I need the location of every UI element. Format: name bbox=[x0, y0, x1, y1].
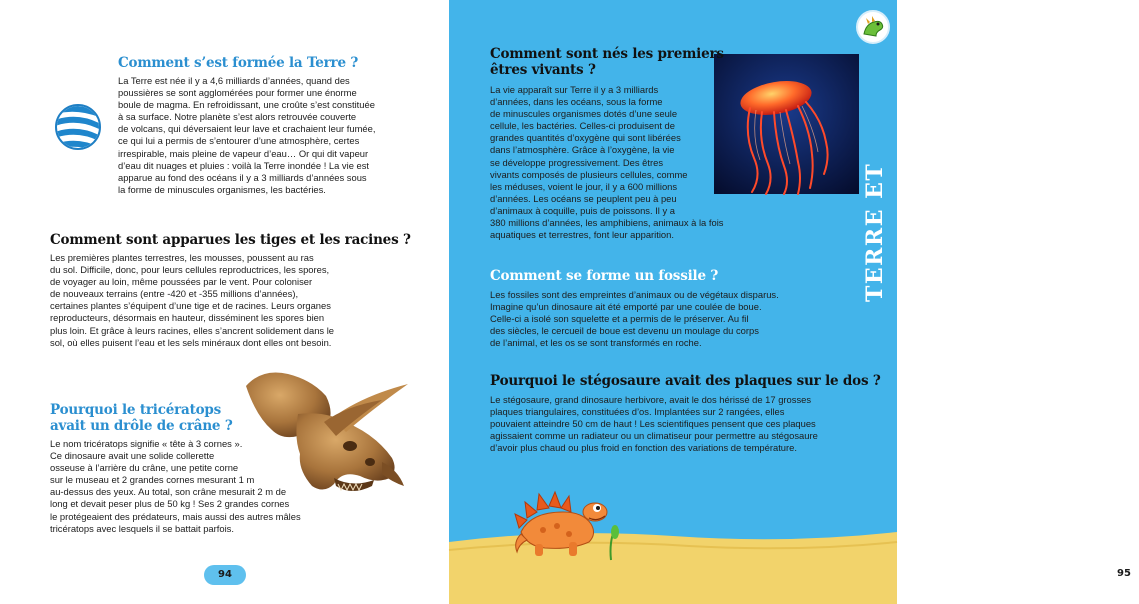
text-line: La Terre est née il y a 4,6 milliards d’années, quand des bbox=[118, 75, 350, 86]
text-line: des siècles, le cercueil de boue est devenu un moulage du corps bbox=[490, 325, 759, 337]
paragraph-earth-formation bbox=[118, 75, 408, 196]
text-line: ce qui lui a permis de s’entourer d’une atmosphère, certes bbox=[118, 135, 360, 147]
text-line: se développe progressivement. Des êtres bbox=[490, 156, 664, 168]
text-line: Ce dinosaure avait une solide collerette bbox=[50, 450, 215, 462]
text-line: cellule, les bactéries. Celles-ci produisent de bbox=[490, 120, 675, 132]
text-line: le protégeaient des prédateurs, mais aussi des autres mâles bbox=[50, 510, 301, 522]
section-heading-first-living-beings bbox=[490, 46, 724, 78]
text-line: certaines plantes s’équipent d’une tige et de racines. Leurs organes bbox=[50, 300, 331, 312]
text-line: grandes quantités d’oxygène qui sont libérées bbox=[490, 132, 681, 144]
text-line: de voyager au loin, même poussées par le vent. Pour coloniser bbox=[50, 276, 313, 288]
text-line: Le nom tricératops signifie « tête à 3 cornes ». bbox=[50, 438, 243, 449]
text-line: Imagine qu’un dinosaure ait été emporté par une coulée de boue. bbox=[490, 301, 762, 313]
text-line: poussières se sont agglomérées pour former une énorme bbox=[118, 87, 357, 99]
text-line: agissaient comme un radiateur ou un climatiseur pour permettre au stégosaure bbox=[490, 430, 818, 442]
text-line: Les fossiles sont des empreintes d’animaux ou de végétaux disparus. bbox=[490, 289, 779, 300]
text-line: d’années. Les océans se peuplent peu à peu bbox=[490, 192, 677, 204]
earth-stripes-icon bbox=[55, 104, 101, 150]
text-line: d’animaux à coquille, puis de poissons. Il y a bbox=[490, 204, 676, 216]
text-line: d’avoir plus chaud ou plus froid en fonction des variations de température. bbox=[490, 442, 797, 454]
text-line: dans l’atmosphère. Grâce à l’oxygène, la vie bbox=[490, 144, 675, 156]
text-line: apparue au fond des océans il y a 3 milliards d’années sous bbox=[118, 171, 367, 183]
text-line: pouvaient atteindre 50 cm de haut ! Les scientifiques pensent que ces plaques bbox=[490, 418, 816, 430]
heading-line: avait un drôle de crâne ? bbox=[50, 418, 233, 434]
text-line: plaques triangulaires, constituées d’os. Implantées sur 2 rangées, elles bbox=[490, 406, 785, 418]
text-line: les méduses, voient le jour, il y a 600 millions bbox=[490, 180, 678, 192]
text-line: de l’animal, et les os se sont transformés en roche. bbox=[490, 337, 702, 349]
text-line: d’eau dit nuages et pluies : voilà la Terre inondée ! La vie est bbox=[118, 159, 370, 171]
section-heading-stegosaurus: Pourquoi le stégosaure avait des plaques sur le dos ? bbox=[490, 373, 881, 389]
paragraph-stegosaurus bbox=[490, 394, 850, 454]
section-heading-fossil: Comment se forme un fossile ? bbox=[490, 268, 719, 284]
section-heading-triceratops bbox=[50, 402, 233, 434]
text-line: Le stégosaure, grand dinosaure herbivore, avait le dos hérissé de 17 grosses bbox=[490, 394, 812, 405]
text-line: au-dessus des yeux. Au total, son crâne mesurait 2 m de bbox=[50, 486, 287, 498]
text-line: plus loin. Et grâce à leurs racines, elles s’ancrent solidement dans le bbox=[50, 324, 335, 336]
heading-line: êtres vivants ? bbox=[490, 62, 596, 78]
section-heading-earth-formation: Comment s’est formée la Terre ? bbox=[118, 55, 359, 71]
text-line: long et devait peser plus de 50 kg ! Ses 2 grandes cornes bbox=[50, 498, 290, 510]
dinosaur-chapter-icon bbox=[856, 10, 890, 44]
text-line: 380 millions d’années, les amphibiens, animaux à la fois bbox=[490, 217, 724, 229]
text-line: irrespirable, mais pleine de vapeur d’eau… Or qui dit vapeur bbox=[118, 147, 369, 159]
text-line: de volcans, qui déversaient leur lave et crachaient leur fumée, bbox=[118, 123, 376, 135]
text-line: La vie apparaît sur Terre il y a 3 milliards bbox=[490, 84, 659, 95]
text-line: à sa surface. Notre planète s’est alors retrouvée couverte bbox=[118, 111, 357, 123]
paragraph-first-living-beings bbox=[490, 84, 780, 241]
right-page bbox=[449, 0, 1131, 604]
text-line: osseuse à l’arrière du crâne, une petite corne bbox=[50, 462, 239, 474]
text-line: la forme de minuscules organismes, les bactéries. bbox=[118, 183, 326, 195]
text-line: du sol. Difficile, donc, pour leurs cellules reproductrices, les spores, bbox=[50, 264, 330, 276]
chapter-title-vertical: TERRE ET ÉVOLUTION bbox=[862, 136, 928, 302]
left-page bbox=[0, 0, 449, 604]
heading-line: Comment sont nés les premiers bbox=[490, 46, 724, 62]
text-line: Celle-ci a isolé son squelette et a permis de le préserver. Au fil bbox=[490, 313, 749, 325]
text-line: d’années, dans les océans, sous la forme bbox=[490, 96, 663, 108]
text-line: sur le museau et 2 grandes cornes mesurant 1 m bbox=[50, 474, 255, 486]
section-heading-stems-roots: Comment sont apparues les tiges et les racines ? bbox=[50, 232, 411, 248]
text-line: de minuscules organismes dotés d’une seule bbox=[490, 108, 678, 120]
stegosaurus-cartoon-image bbox=[511, 482, 621, 562]
paragraph-triceratops bbox=[50, 438, 340, 535]
text-line: reproducteurs, désormais en hauteur, disséminent les spores bien bbox=[50, 312, 325, 324]
text-line: Les premières plantes terrestres, les mousses, poussent au ras bbox=[50, 252, 314, 263]
text-line: aquatiques et terrestres, font leur apparition. bbox=[490, 229, 674, 241]
paragraph-fossil bbox=[490, 289, 830, 349]
paragraph-stems-roots bbox=[50, 252, 380, 349]
text-line: tricératops avec lesquels il se battait parfois. bbox=[50, 522, 234, 534]
text-line: vivants composés de plusieurs cellules, comme bbox=[490, 168, 688, 180]
page-number-right: 95 bbox=[1117, 568, 1131, 579]
page-number-left: 94 bbox=[204, 565, 246, 585]
text-line: sol, où elles puisent l’eau et les sels minéraux dont elles ont besoin. bbox=[50, 336, 332, 348]
heading-line: Pourquoi le tricératops bbox=[50, 402, 222, 418]
text-line: boule de magma. En refroidissant, une croûte s’est constituée bbox=[118, 99, 375, 111]
text-line: de nouveaux terrains (entre -420 et -355 millions d’années), bbox=[50, 288, 299, 300]
